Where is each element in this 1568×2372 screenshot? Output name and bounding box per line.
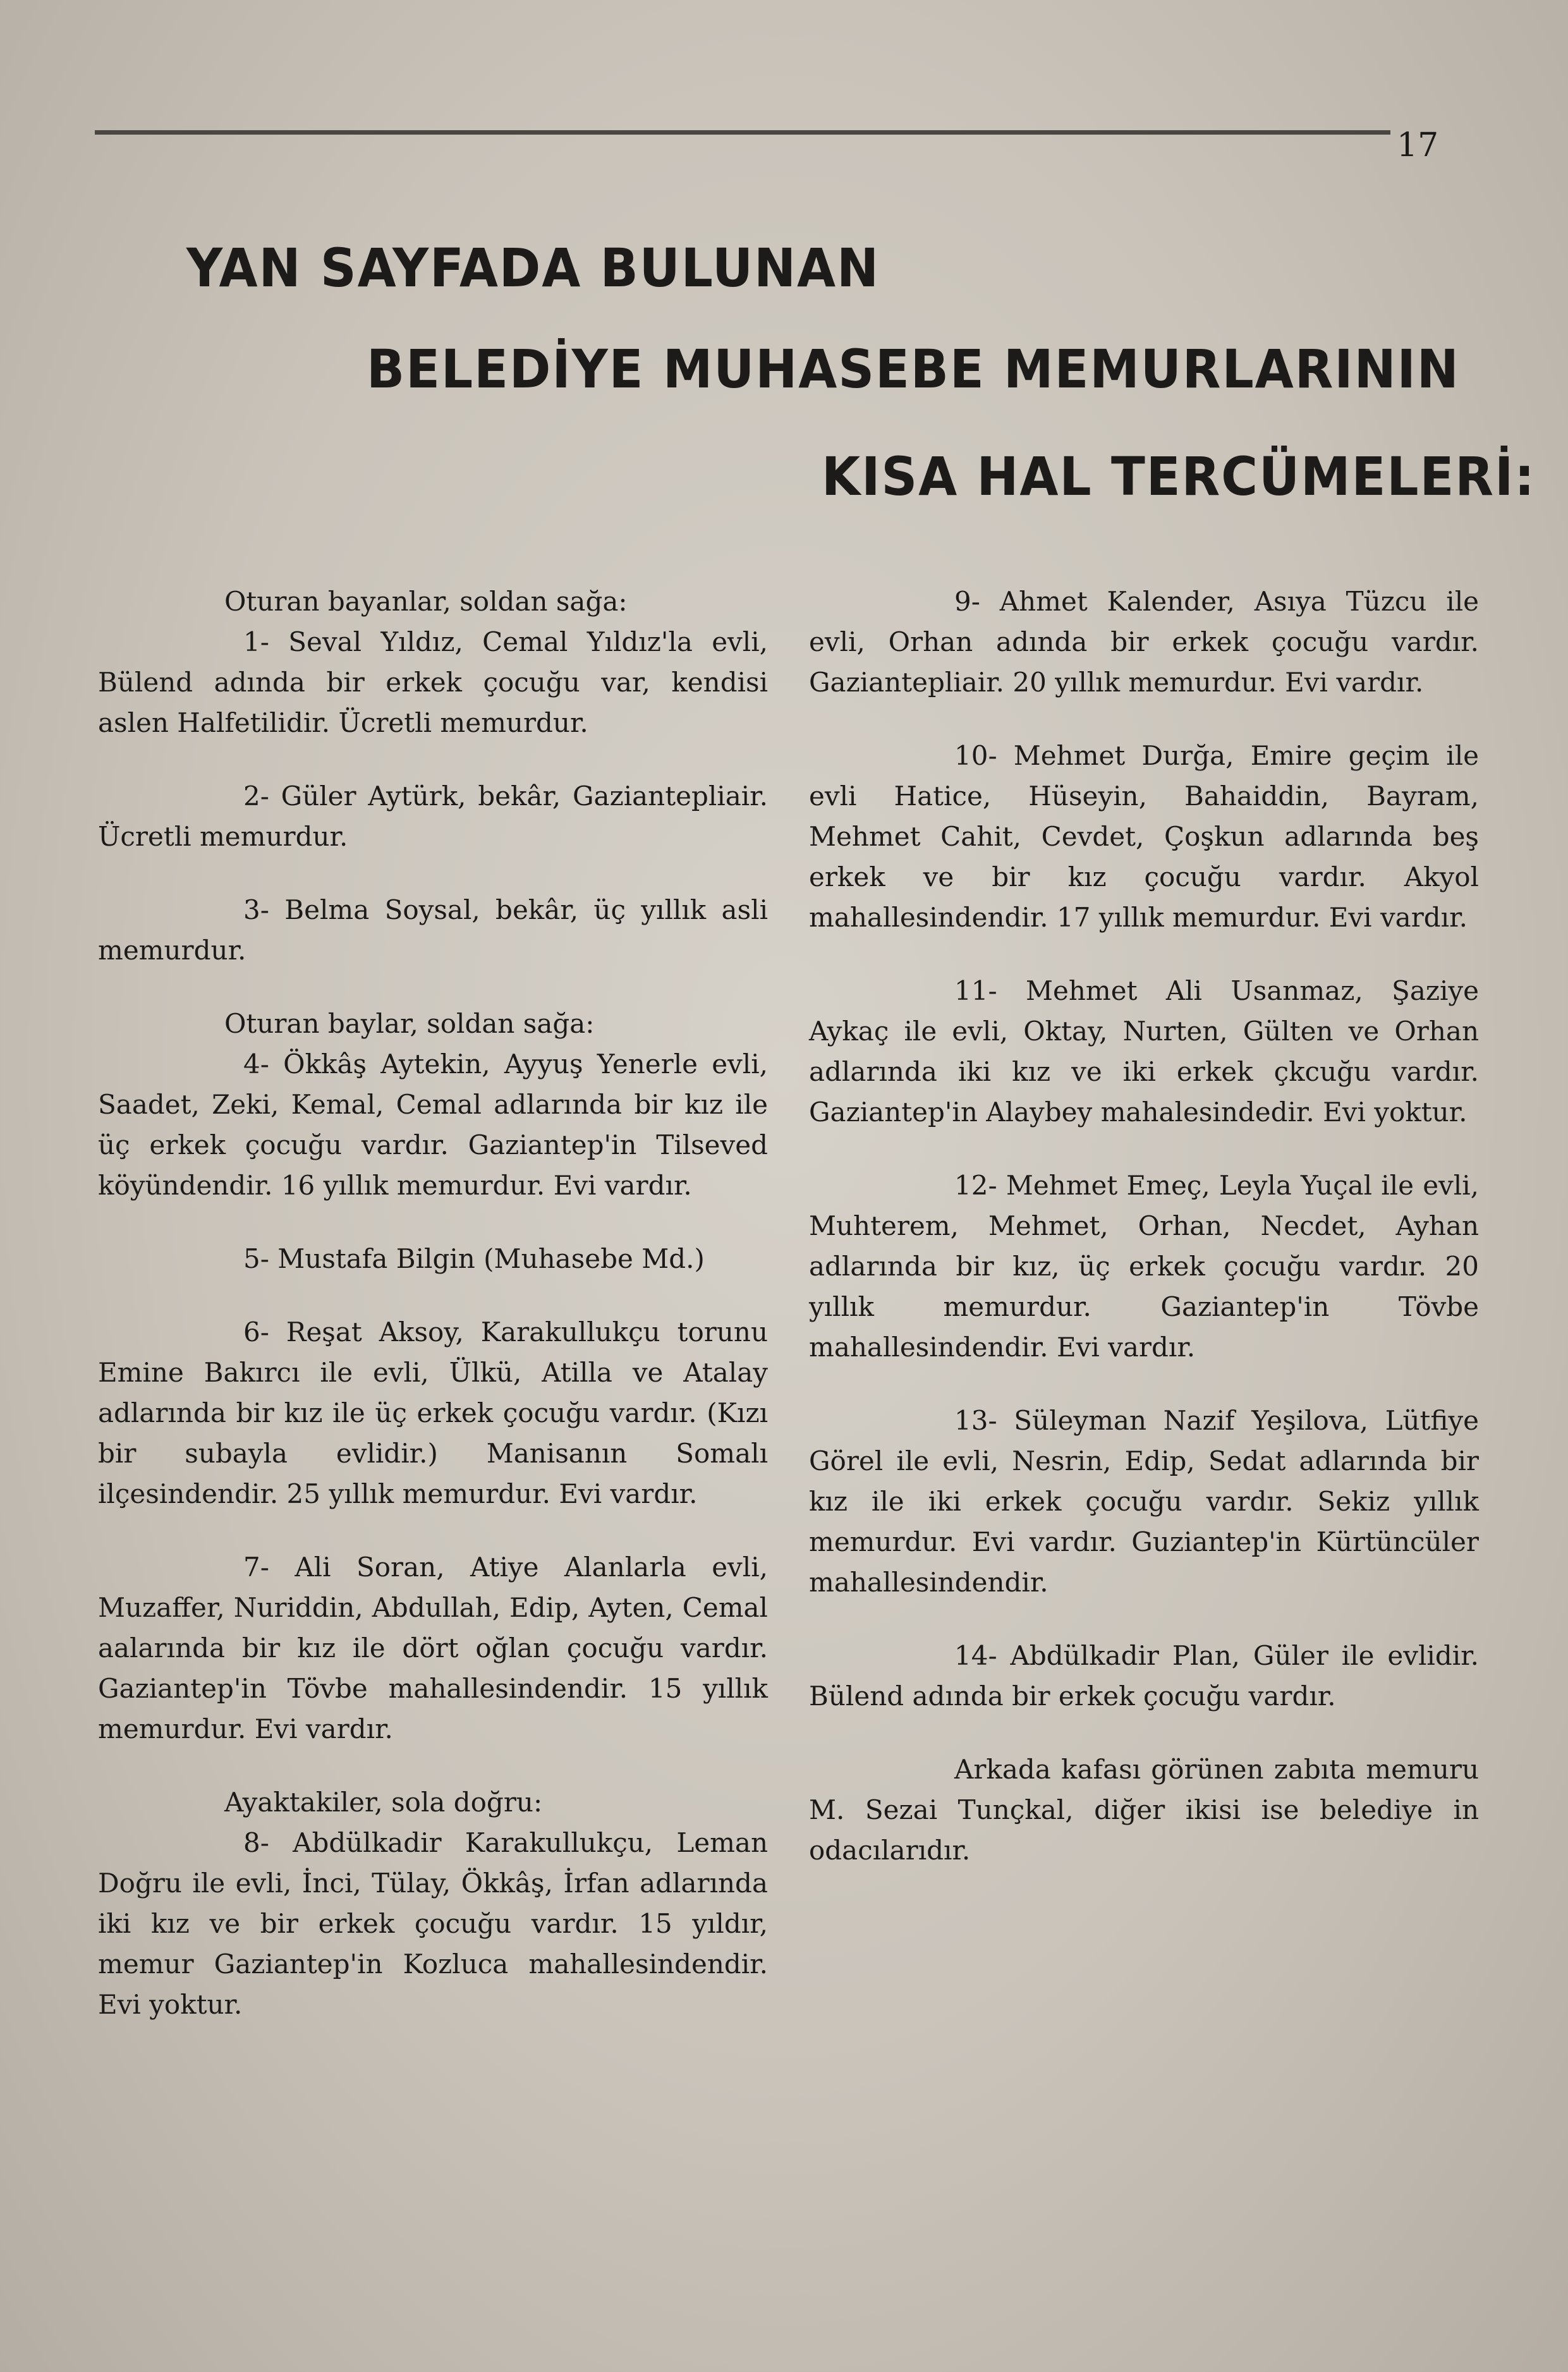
entry-14: 14- Abdülkadir Plan, Güler ile evlidir. Bülend adında bir erkek çocuğu vardır. <box>809 1640 1479 1712</box>
entry-3: 3- Belma Soysal, bekâr, üç yıllık asli memurdur. <box>98 894 768 966</box>
seated-women-heading: Oturan bayanlar, soldan sağa: <box>224 586 628 617</box>
page-number: 17 <box>1397 126 1439 164</box>
headline-line-1: YAN SAYFADA BULUNAN <box>186 237 880 299</box>
closing-note: Arkada kafası görünen zabıta memuru M. Sezai Tunçkal, diğer ikisi ise belediye in odacılarıdır. <box>809 1754 1479 1866</box>
headline-line-3: KISA HAL TERCÜMELERİ: <box>822 446 1536 508</box>
entry-7: 7- Ali Soran, Atiye Alanlarla evli, Muzaffer, Nuriddin, Abdullah, Edip, Ayten, Cemal aalarında bir kız ile dört oğlan çocuğu vardır. Gaziantep'in Tövbe mahallesindendir. 15 yıllık memurdur. Evi vardır. <box>98 1552 768 1744</box>
entry-2: 2- Güler Aytürk, bekâr, Gaziantepliair. Ücretli memurdur. <box>98 781 768 852</box>
left-column <box>98 581 768 2025</box>
entry-8: 8- Abdülkadir Karakullukçu, Leman Doğru ile evli, İnci, Tülay, Ökkâş, İrfan adlarında iki kız ve bir erkek çocuğu vardır. 15 yıldır, memur Gaziantep'in Kozluca mahallesindendir. Evi yoktur. <box>98 1827 768 2020</box>
entry-1: 1- Seval Yıldız, Cemal Yıldız'la evli, Bülend adında bir erkek çocuğu var, kendisi aslen Halfetilidir. Ücretli memurdur. <box>98 626 768 738</box>
standing-heading: Ayaktakiler, sola doğru: <box>224 1787 543 1818</box>
entry-12: 12- Mehmet Emeç, Leyla Yuçal ile evli, Muhterem, Mehmet, Orhan, Necdet, Ayhan adlarında bir kız, üç erkek çocuğu vardır. 20 yıllık memurdur. Gaziantep'in Tövbe mahallesindendir. Evi vardır. <box>809 1170 1479 1363</box>
right-column <box>809 581 1479 1871</box>
entry-6: 6- Reşat Aksoy, Karakullukçu torunu Emine Bakırcı ile evli, Ülkü, Atilla ve Atalay adlarında bir kız ile üç erkek çocuğu vardır. (Kızı bir subayla evlidir.) Manisanın Somalı ilçesindendir. 25 yıllık memurdur. Evi vardır. <box>98 1317 768 1509</box>
entry-4: 4- Ökkâş Aytekin, Ayyuş Yenerle evli, Saadet, Zeki, Kemal, Cemal adlarında bir kız ile üç erkek çocuğu vardır. Gaziantep'in Tilseved köyündendir. 16 yıllık memurdur. Evi vardır. <box>98 1049 768 1201</box>
entry-9: 9- Ahmet Kalender, Asıya Tüzcu ile evli, Orhan adında bir erkek çocuğu vardır. Gaziantepliair. 20 yıllık memurdur. Evi vardır. <box>809 586 1479 698</box>
top-rule <box>95 130 1390 135</box>
entry-10: 10- Mehmet Durğa, Emire geçim ile evli Hatice, Hüseyin, Bahaiddin, Bayram, Mehmet Cahit, Cevdet, Çoşkun adlarında beş erkek ve bir kız çocuğu vardır. Akyol mahallesindendir. 17 yıllık memurdur. Evi vardır. <box>809 740 1479 933</box>
headline-line-2: BELEDİYE MUHASEBE MEMURLARININ <box>367 338 1460 400</box>
seated-men-heading: Oturan baylar, soldan sağa: <box>224 1008 595 1039</box>
entry-5: 5- Mustafa Bilgin (Muhasebe Md.) <box>243 1243 705 1274</box>
entry-11: 11- Mehmet Ali Usanmaz, Şaziye Aykaç ile evli, Oktay, Nurten, Gülten ve Orhan adlarında iki kız ve iki erkek çkcuğu vardır. Gaziantep'in Alaybey mahalesindedir. Evi yoktur. <box>809 975 1479 1128</box>
entry-13: 13- Süleyman Nazif Yeşilova, Lütfiye Görel ile evli, Nesrin, Edip, Sedat adlarında bir kız ile iki erkek çocuğu vardır. Sekiz yıllık memurdur. Evi vardır. Guziantep'in Kürtüncüler mahallesindendir. <box>809 1405 1479 1598</box>
